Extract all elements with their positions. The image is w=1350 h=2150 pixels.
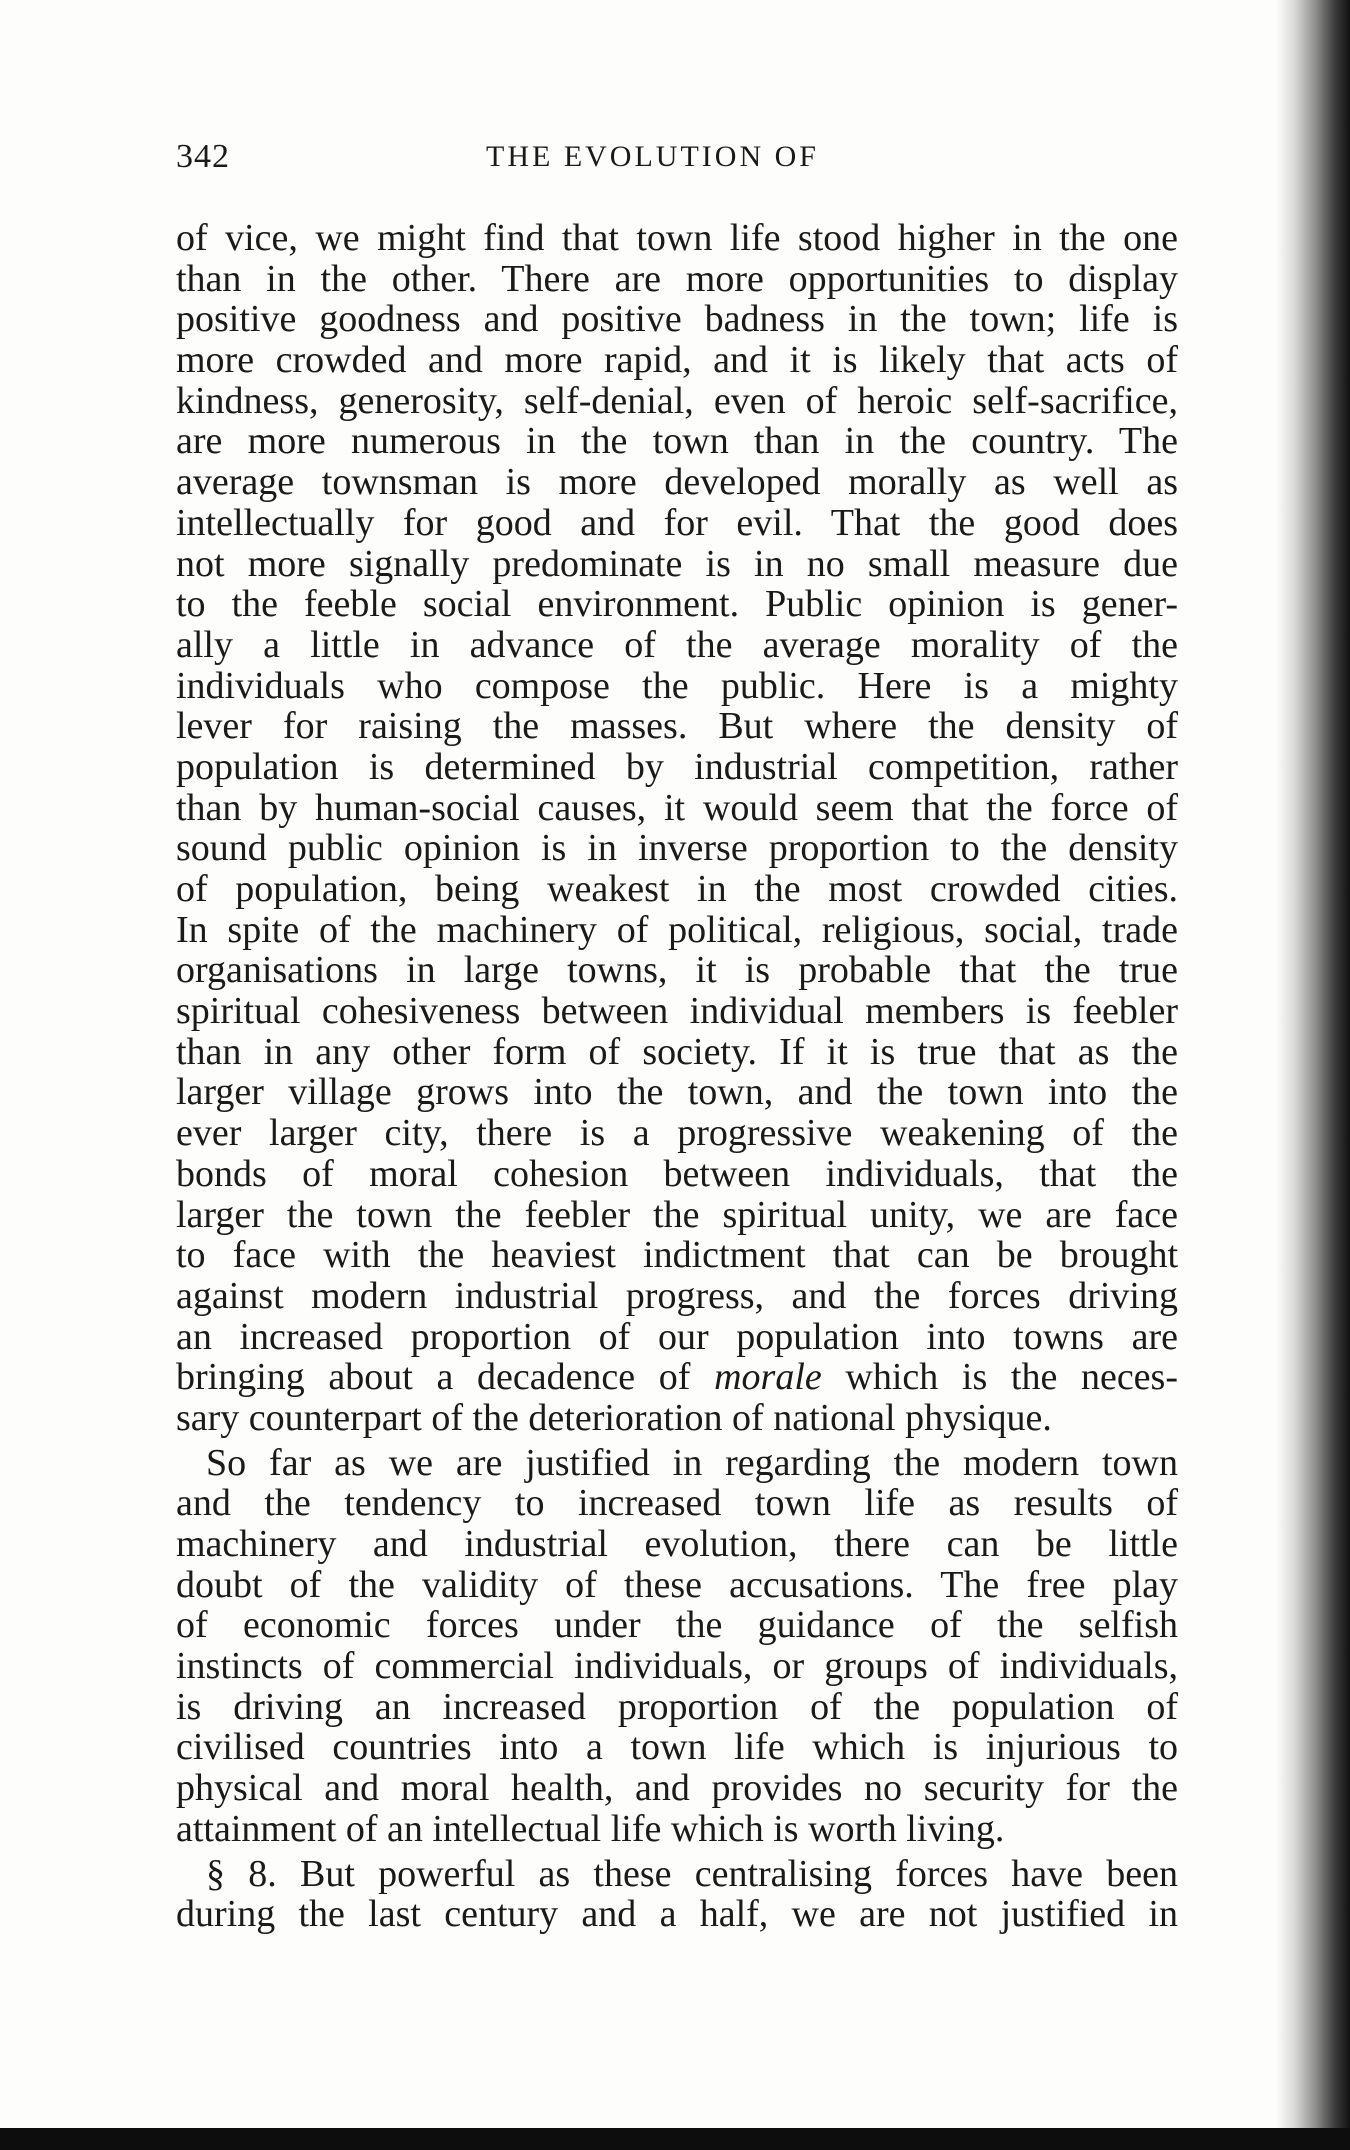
text-line: than by human-social causes, it would seem that the force of xyxy=(176,786,1178,829)
text-line: to the feeble social environment. Public opinion is gener- xyxy=(176,583,1178,626)
text-line: attainment of an intellectual life which is worth living. xyxy=(176,1807,1005,1850)
text-line: average townsman is more developed morally as well as xyxy=(176,461,1178,504)
text-line: kindness, generosity, self-denial, even of heroic self-sacrifice, xyxy=(176,379,1178,422)
scan-bottom-edge xyxy=(0,2128,1350,2150)
text-line: civilised countries into a town life which is injurious to xyxy=(176,1726,1178,1769)
text-line: not more signally predominate is in no small measure due xyxy=(176,542,1178,585)
paragraph-start-line: So far as we are justified in regarding the modern town xyxy=(206,1441,1178,1484)
text-line: bonds of moral cohesion between individuals, that the xyxy=(176,1152,1178,1195)
text-line: bringing about a decadence of morale which is the neces- xyxy=(176,1356,1178,1399)
italic-word: morale xyxy=(714,1356,822,1399)
text-line: larger village grows into the town, and the town into the xyxy=(176,1071,1178,1114)
text-line: are more numerous in the town than in the country. The xyxy=(176,420,1178,463)
text-line: positive goodness and positive badness in the town; life is xyxy=(176,298,1178,341)
text-line: individuals who compose the public. Here is a mighty xyxy=(176,664,1178,707)
text-line: an increased proportion of our population into towns are xyxy=(176,1315,1178,1358)
text-line: spiritual cohesiveness between individual members is feebler xyxy=(176,990,1178,1033)
text-line: In spite of the machinery of political, religious, social, trade xyxy=(176,908,1178,951)
text-line: sary counterpart of the deterioration of national physique. xyxy=(176,1396,1052,1439)
text-line: lever for raising the masses. But where the density of xyxy=(176,705,1178,748)
text-line: to face with the heaviest indictment that can be brought xyxy=(176,1234,1178,1277)
section-start-line: § 8. But powerful as these centralising forces have been xyxy=(206,1852,1178,1895)
text-line: ally a little in advance of the average morality of the xyxy=(176,623,1178,666)
running-head: THE EVOLUTION OF xyxy=(486,140,819,173)
page-header xyxy=(176,138,1176,182)
text-line: of economic forces under the guidance of the selfish xyxy=(176,1604,1178,1647)
page-number: 342 xyxy=(176,138,230,175)
text-line: during the last century and a half, we are not justified in xyxy=(176,1893,1178,1936)
text-line: organisations in large towns, it is probable that the true xyxy=(176,949,1178,992)
text-line: more crowded and more rapid, and it is likely that acts of xyxy=(176,339,1178,382)
text-line: than in any other form of society. If it is true that as the xyxy=(176,1030,1178,1073)
text-line: instincts of commercial individuals, or groups of individuals, xyxy=(176,1645,1178,1688)
text-line: larger the town the feebler the spiritual unity, we are face xyxy=(176,1193,1178,1236)
text-line: ever larger city, there is a progressive weakening of the xyxy=(176,1112,1178,1155)
body-text xyxy=(176,218,1178,1935)
text-line: intellectually for good and for evil. That the good does xyxy=(176,501,1178,544)
text-line: of population, being weakest in the most crowded cities. xyxy=(176,868,1178,910)
text-line: than in the other. There are more opportunities to display xyxy=(176,257,1178,300)
text-line: is driving an increased proportion of the population of xyxy=(176,1685,1178,1728)
text-line: doubt of the validity of these accusations. The free play xyxy=(176,1563,1178,1606)
page-edge-shadow xyxy=(1276,0,1350,2150)
text-line: population is determined by industrial competition, rather xyxy=(176,745,1178,788)
text-line: of vice, we might find that town life stood higher in the one xyxy=(176,217,1178,259)
text-line: and the tendency to increased town life as results of xyxy=(176,1482,1178,1525)
text-line: machinery and industrial evolution, there can be little xyxy=(176,1523,1178,1565)
text-line: sound public opinion is in inverse proportion to the density xyxy=(176,827,1178,870)
text-line: physical and moral health, and provides no security for the xyxy=(176,1767,1178,1810)
text-line: against modern industrial progress, and the forces driving xyxy=(176,1274,1178,1317)
